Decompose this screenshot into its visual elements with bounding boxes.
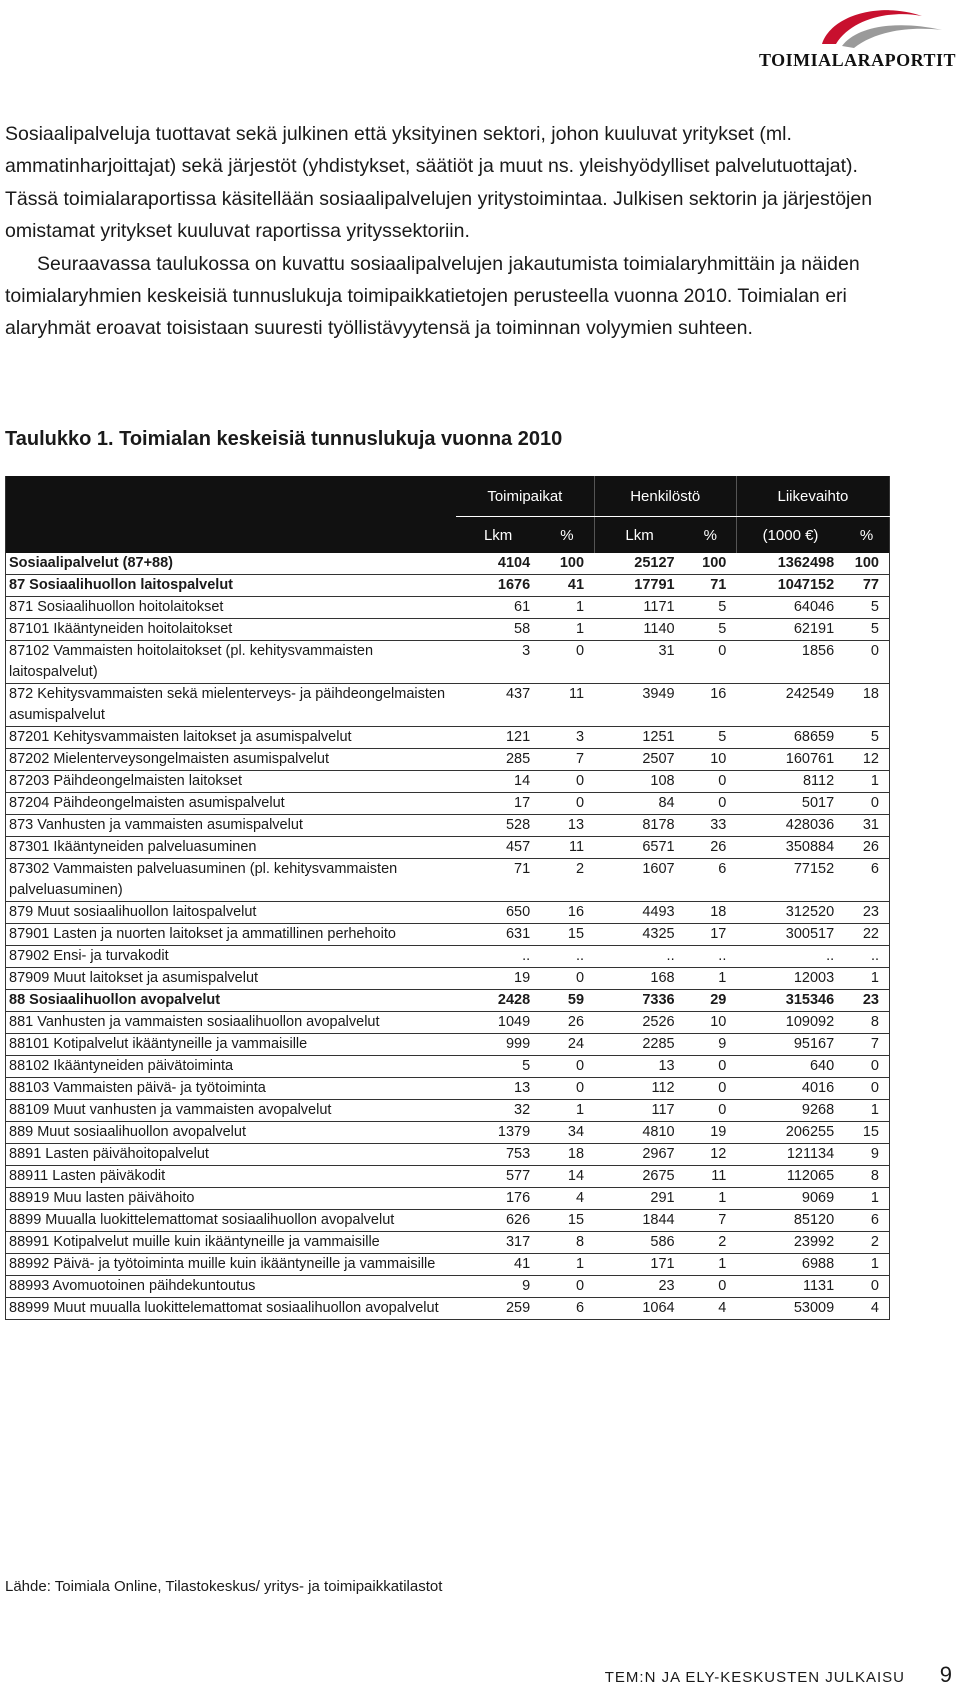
row-value: 23: [844, 990, 889, 1012]
row-value: 171: [594, 1254, 685, 1276]
row-value: 4104: [456, 553, 540, 575]
row-value: 15: [540, 924, 594, 946]
row-label: 87301 Ikääntyneiden palveluasuminen: [6, 837, 457, 859]
row-value: 6: [540, 1298, 594, 1320]
row-value: 1379: [456, 1122, 540, 1144]
row-value: 1676: [456, 575, 540, 597]
row-value: 84: [594, 793, 685, 815]
row-value: 68659: [736, 727, 844, 749]
row-value: 58: [456, 619, 540, 641]
table-row: [6, 924, 890, 946]
row-value: 1: [844, 1100, 889, 1122]
row-value: 1: [685, 1254, 737, 1276]
row-value: 528: [456, 815, 540, 837]
row-value: 1: [844, 1188, 889, 1210]
page-number: 9: [939, 1662, 952, 1687]
row-value: 0: [540, 1078, 594, 1100]
row-value: 77152: [736, 859, 844, 902]
row-value: 8112: [736, 771, 844, 793]
row-value: 5: [685, 597, 737, 619]
row-value: 26: [844, 837, 889, 859]
table-row: [6, 837, 890, 859]
intro-paragraph-1: Sosiaalipalveluja tuottavat sekä julkinen että yksityinen sektori, johon kuuluvat yritykset (ml. ammatinharjoittajat) sekä järjestöt (yhdistykset, säätiöt ja muut ns. yleishyödylliset palvelutuottajat). Tässä toimialaraportissa käsitellään sosiaalipalvelujen yritystoimintaa. Julkisen sektorin ja järjestöjen omistamat yritykset kuuluvat raportissa yrityssektoriin.: [5, 123, 873, 243]
row-label: 871 Sosiaalihuollon hoitolaitokset: [6, 597, 457, 619]
row-value: 8178: [594, 815, 685, 837]
row-label: 87102 Vammaisten hoitolaitokset (pl. kehitysvammaisten laitospalvelut): [6, 641, 457, 684]
row-value: 0: [540, 641, 594, 684]
row-value: 11: [540, 684, 594, 727]
row-value: 457: [456, 837, 540, 859]
row-value: 428036: [736, 815, 844, 837]
row-value: 64046: [736, 597, 844, 619]
row-value: 6988: [736, 1254, 844, 1276]
row-value: 18: [685, 902, 737, 924]
row-value: 13: [456, 1078, 540, 1100]
row-value: 2967: [594, 1144, 685, 1166]
row-value: 26: [540, 1012, 594, 1034]
row-value: 315346: [736, 990, 844, 1012]
row-value: 1047152: [736, 575, 844, 597]
header-unit: %: [685, 517, 737, 554]
table-row: [6, 1034, 890, 1056]
row-value: 160761: [736, 749, 844, 771]
row-value: 41: [456, 1254, 540, 1276]
intro-text: [5, 118, 885, 345]
row-label: 88991 Kotipalvelut muille kuin ikääntyneille ja vammaisille: [6, 1232, 457, 1254]
table-row: [6, 1012, 890, 1034]
row-value: 12003: [736, 968, 844, 990]
row-label: 87201 Kehitysvammaisten laitokset ja asumispalvelut: [6, 727, 457, 749]
row-value: 2428: [456, 990, 540, 1012]
header-unit: %: [844, 517, 889, 554]
table-row: [6, 771, 890, 793]
row-value: 1171: [594, 597, 685, 619]
row-value: 19: [456, 968, 540, 990]
row-value: 14: [456, 771, 540, 793]
row-value: 17791: [594, 575, 685, 597]
row-value: 176: [456, 1188, 540, 1210]
row-value: 24: [540, 1034, 594, 1056]
row-label: 88109 Muut vanhusten ja vammaisten avopalvelut: [6, 1100, 457, 1122]
row-value: ..: [540, 946, 594, 968]
row-value: 3949: [594, 684, 685, 727]
row-value: 17: [685, 924, 737, 946]
table-row: [6, 727, 890, 749]
row-value: 640: [736, 1056, 844, 1078]
row-value: 1607: [594, 859, 685, 902]
table-row: [6, 1254, 890, 1276]
row-value: 62191: [736, 619, 844, 641]
row-value: 1: [685, 1188, 737, 1210]
row-value: 6571: [594, 837, 685, 859]
statistics-table: [5, 476, 890, 1320]
row-value: 18: [540, 1144, 594, 1166]
row-value: 6: [685, 859, 737, 902]
row-value: 285: [456, 749, 540, 771]
table-row: [6, 1188, 890, 1210]
row-value: 108: [594, 771, 685, 793]
row-value: 4: [844, 1298, 889, 1320]
row-value: 5017: [736, 793, 844, 815]
row-value: 12: [844, 749, 889, 771]
row-value: 0: [540, 793, 594, 815]
row-value: 242549: [736, 684, 844, 727]
row-value: 13: [540, 815, 594, 837]
row-label: 87 Sosiaalihuollon laitospalvelut: [6, 575, 457, 597]
row-label: 88911 Lasten päiväkodit: [6, 1166, 457, 1188]
row-value: 12: [685, 1144, 737, 1166]
row-value: ..: [594, 946, 685, 968]
row-value: 3: [456, 641, 540, 684]
row-value: 7336: [594, 990, 685, 1012]
row-label: 88999 Muut muualla luokittelemattomat sosiaalihuollon avopalvelut: [6, 1298, 457, 1320]
header-unit: (1000 €): [736, 517, 844, 554]
row-value: 15: [844, 1122, 889, 1144]
row-value: 59: [540, 990, 594, 1012]
header-unit: Lkm: [456, 517, 540, 554]
table-row: [6, 1078, 890, 1100]
table-row: [6, 1122, 890, 1144]
table-row: [6, 597, 890, 619]
row-value: 0: [685, 1276, 737, 1298]
swoosh-logo-icon: [802, 4, 952, 54]
row-value: 206255: [736, 1122, 844, 1144]
row-value: 2: [685, 1232, 737, 1254]
row-value: 13: [594, 1056, 685, 1078]
row-label: 8899 Muualla luokittelemattomat sosiaalihuollon avopalvelut: [6, 1210, 457, 1232]
row-value: 1: [540, 597, 594, 619]
table-row: [6, 641, 890, 684]
row-value: 7: [685, 1210, 737, 1232]
row-value: 16: [685, 684, 737, 727]
row-value: 4016: [736, 1078, 844, 1100]
row-value: 0: [685, 1078, 737, 1100]
table-row: [6, 749, 890, 771]
table-row: [6, 1232, 890, 1254]
row-value: 1: [540, 1100, 594, 1122]
row-value: 18: [844, 684, 889, 727]
row-value: 2: [844, 1232, 889, 1254]
row-value: 71: [685, 575, 737, 597]
row-value: 5: [685, 727, 737, 749]
row-value: 2507: [594, 749, 685, 771]
row-value: 0: [540, 968, 594, 990]
table-row: [6, 1166, 890, 1188]
row-value: 61: [456, 597, 540, 619]
row-value: 291: [594, 1188, 685, 1210]
row-value: 0: [685, 641, 737, 684]
row-value: 0: [844, 641, 889, 684]
row-value: 312520: [736, 902, 844, 924]
row-value: 17: [456, 793, 540, 815]
row-value: 626: [456, 1210, 540, 1232]
row-value: 4810: [594, 1122, 685, 1144]
row-value: 577: [456, 1166, 540, 1188]
row-value: 0: [540, 1276, 594, 1298]
row-label: 873 Vanhusten ja vammaisten asumispalvelut: [6, 815, 457, 837]
row-value: 1844: [594, 1210, 685, 1232]
row-value: 33: [685, 815, 737, 837]
row-value: 9: [844, 1144, 889, 1166]
table-row: [6, 1276, 890, 1298]
row-value: 100: [540, 553, 594, 575]
table-row: [6, 859, 890, 902]
row-value: 34: [540, 1122, 594, 1144]
row-value: 0: [540, 1056, 594, 1078]
row-value: 11: [685, 1166, 737, 1188]
row-value: 2: [540, 859, 594, 902]
header-empty-cell: [6, 476, 457, 553]
row-value: 1251: [594, 727, 685, 749]
row-value: 4325: [594, 924, 685, 946]
table-row: [6, 902, 890, 924]
row-value: 999: [456, 1034, 540, 1056]
row-label: 87203 Päihdeongelmaisten laitokset: [6, 771, 457, 793]
row-value: 0: [685, 1100, 737, 1122]
row-value: 8: [540, 1232, 594, 1254]
row-label: 889 Muut sosiaalihuollon avopalvelut: [6, 1122, 457, 1144]
row-value: 41: [540, 575, 594, 597]
row-value: 6: [844, 859, 889, 902]
row-value: ..: [685, 946, 737, 968]
row-value: 8: [844, 1012, 889, 1034]
row-value: 117: [594, 1100, 685, 1122]
row-value: 8: [844, 1166, 889, 1188]
source-note: Lähde: Toimiala Online, Tilastokeskus/ yritys- ja toimipaikkatilastot: [5, 1578, 443, 1595]
row-label: 88993 Avomuotoinen päihdekuntoutus: [6, 1276, 457, 1298]
row-value: 1: [844, 771, 889, 793]
row-value: 22: [844, 924, 889, 946]
row-value: 1: [844, 1254, 889, 1276]
row-value: 168: [594, 968, 685, 990]
row-value: 1: [540, 1254, 594, 1276]
table-header-groups: [6, 476, 890, 517]
row-value: 9: [685, 1034, 737, 1056]
row-label: 881 Vanhusten ja vammaisten sosiaalihuollon avopalvelut: [6, 1012, 457, 1034]
row-label: 87909 Muut laitokset ja asumispalvelut: [6, 968, 457, 990]
row-value: ..: [736, 946, 844, 968]
row-value: 0: [685, 1056, 737, 1078]
row-label: 872 Kehitysvammaisten sekä mielenterveys- ja päihdeongelmaisten asumispalvelut: [6, 684, 457, 727]
table-row: [6, 1210, 890, 1232]
row-value: 0: [540, 771, 594, 793]
row-value: 7: [844, 1034, 889, 1056]
header-group-henkilosto: Henkilöstö: [594, 476, 736, 517]
row-value: 5: [685, 619, 737, 641]
row-value: 25127: [594, 553, 685, 575]
row-value: 1: [844, 968, 889, 990]
row-value: 15: [540, 1210, 594, 1232]
table-body: [6, 553, 890, 1320]
header-group-toimipaikat: Toimipaikat: [456, 476, 594, 517]
row-value: 10: [685, 749, 737, 771]
table-title: Taulukko 1. Toimialan keskeisiä tunnuslukuja vuonna 2010: [5, 428, 563, 450]
row-value: 437: [456, 684, 540, 727]
table-row: [6, 990, 890, 1012]
row-value: 9: [456, 1276, 540, 1298]
row-value: 631: [456, 924, 540, 946]
row-value: 14: [540, 1166, 594, 1188]
row-label: Sosiaalipalvelut (87+88): [6, 553, 457, 575]
row-value: 1131: [736, 1276, 844, 1298]
row-value: 0: [685, 793, 737, 815]
row-label: 88102 Ikääntyneiden päivätoiminta: [6, 1056, 457, 1078]
row-value: 31: [594, 641, 685, 684]
table-row: [6, 553, 890, 575]
row-value: 32: [456, 1100, 540, 1122]
row-value: 5: [844, 597, 889, 619]
row-value: 77: [844, 575, 889, 597]
row-value: 1: [540, 619, 594, 641]
row-label: 87902 Ensi- ja turvakodit: [6, 946, 457, 968]
row-value: 1856: [736, 641, 844, 684]
row-value: 7: [540, 749, 594, 771]
row-value: 31: [844, 815, 889, 837]
row-value: 85120: [736, 1210, 844, 1232]
row-value: 1: [685, 968, 737, 990]
logo-text: TOIMIALARAPORTIT: [758, 50, 956, 70]
row-value: 1140: [594, 619, 685, 641]
row-value: 71: [456, 859, 540, 902]
row-value: 350884: [736, 837, 844, 859]
row-value: 6: [844, 1210, 889, 1232]
header-group-liikevaihto: Liikevaihto: [736, 476, 889, 517]
table-row: [6, 1056, 890, 1078]
row-value: 0: [844, 1056, 889, 1078]
footer-publication: TEM:N JA ELY-KESKUSTEN JULKAISU: [604, 1669, 905, 1686]
row-value: 11: [540, 837, 594, 859]
table-row: [6, 1100, 890, 1122]
row-label: 88992 Päivä- ja työtoiminta muille kuin ikääntyneille ja vammaisille: [6, 1254, 457, 1276]
row-value: 753: [456, 1144, 540, 1166]
row-label: 87204 Päihdeongelmaisten asumispalvelut: [6, 793, 457, 815]
toimialaraportit-logo: [750, 0, 960, 80]
table-row: [6, 968, 890, 990]
header-unit: %: [540, 517, 594, 554]
row-value: 23: [844, 902, 889, 924]
table-row: [6, 946, 890, 968]
row-value: 121: [456, 727, 540, 749]
table-row: [6, 575, 890, 597]
row-label: 87101 Ikääntyneiden hoitolaitokset: [6, 619, 457, 641]
row-value: 5: [456, 1056, 540, 1078]
row-label: 88103 Vammaisten päivä- ja työtoiminta: [6, 1078, 457, 1100]
intro-paragraph-2: Seuraavassa taulukossa on kuvattu sosiaalipalvelujen jakautumista toimialaryhmittäin ja näiden toimialaryhmien keskeisiä tunnuslukuja toimipaikkatietojen perusteella vuonna 2010. Toimialan eri alaryhmät eroavat toisistaan suuresti työllistävyytensä ja toiminnan volyymien suhteen.: [5, 252, 860, 340]
row-value: 10: [685, 1012, 737, 1034]
row-value: 0: [685, 771, 737, 793]
row-value: 109092: [736, 1012, 844, 1034]
table-row: [6, 1298, 890, 1320]
row-value: 23992: [736, 1232, 844, 1254]
row-value: 100: [685, 553, 737, 575]
row-value: 259: [456, 1298, 540, 1320]
row-value: 4: [685, 1298, 737, 1320]
row-value: 0: [844, 1276, 889, 1298]
row-value: 4493: [594, 902, 685, 924]
row-value: 100: [844, 553, 889, 575]
row-value: 112065: [736, 1166, 844, 1188]
row-value: 650: [456, 902, 540, 924]
row-value: 16: [540, 902, 594, 924]
row-value: 112: [594, 1078, 685, 1100]
row-value: 300517: [736, 924, 844, 946]
table-row: [6, 815, 890, 837]
row-value: 5: [844, 727, 889, 749]
row-value: 53009: [736, 1298, 844, 1320]
row-value: 5: [844, 619, 889, 641]
row-value: 0: [844, 1078, 889, 1100]
row-label: 8891 Lasten päivähoitopalvelut: [6, 1144, 457, 1166]
row-value: ..: [456, 946, 540, 968]
row-label: 879 Muut sosiaalihuollon laitospalvelut: [6, 902, 457, 924]
row-value: 121134: [736, 1144, 844, 1166]
row-label: 87302 Vammaisten palveluasuminen (pl. kehitysvammaisten palveluasuminen): [6, 859, 457, 902]
row-value: 1064: [594, 1298, 685, 1320]
table-row: [6, 684, 890, 727]
row-value: 9069: [736, 1188, 844, 1210]
row-value: 317: [456, 1232, 540, 1254]
row-value: 1049: [456, 1012, 540, 1034]
row-label: 88919 Muu lasten päivähoito: [6, 1188, 457, 1210]
row-value: 2526: [594, 1012, 685, 1034]
row-value: 26: [685, 837, 737, 859]
header-unit: Lkm: [594, 517, 685, 554]
table-row: [6, 1144, 890, 1166]
row-value: 3: [540, 727, 594, 749]
row-value: 19: [685, 1122, 737, 1144]
row-label: 88 Sosiaalihuollon avopalvelut: [6, 990, 457, 1012]
row-value: ..: [844, 946, 889, 968]
row-value: 2675: [594, 1166, 685, 1188]
table-row: [6, 793, 890, 815]
row-value: 586: [594, 1232, 685, 1254]
table-row: [6, 619, 890, 641]
row-value: 95167: [736, 1034, 844, 1056]
row-value: 9268: [736, 1100, 844, 1122]
row-label: 87901 Lasten ja nuorten laitokset ja ammatillinen perhehoito: [6, 924, 457, 946]
row-label: 87202 Mielenterveysongelmaisten asumispalvelut: [6, 749, 457, 771]
row-label: 88101 Kotipalvelut ikääntyneille ja vammaisille: [6, 1034, 457, 1056]
row-value: 23: [594, 1276, 685, 1298]
row-value: 0: [844, 793, 889, 815]
row-value: 2285: [594, 1034, 685, 1056]
row-value: 4: [540, 1188, 594, 1210]
row-value: 1362498: [736, 553, 844, 575]
row-value: 29: [685, 990, 737, 1012]
